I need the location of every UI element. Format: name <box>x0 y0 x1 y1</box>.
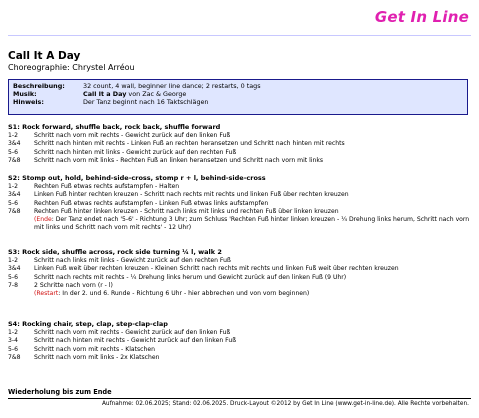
note-label-restart: (Restart <box>34 290 59 298</box>
step-count <box>8 216 34 233</box>
step-text: Schritt nach vorn mit rechts - Gewicht zurück auf den linken Fuß <box>34 132 231 139</box>
section-heading: S1: Rock forward, shuffle back, rock back, shuffle forward <box>8 123 221 131</box>
note-text: : Der Tanz endet nach '5-6' - Richtung 3 Uhr; zum Schluss 'Rechten Fuß hinter linken kreuzen - ¼ Drehung links herum, Schritt nach vorn mit links und Schritt nach vorn mit rechts' - 12 Uhr) <box>34 216 470 232</box>
step-text: Schritt nach hinten mit rechts - Gewicht zurück auf den linken Fuß <box>34 337 237 345</box>
step-text: Schritt nach rechts mit rechts - ¼ Drehung links herum und Gewicht zurück auf den linken Fuß (9 Uhr) <box>34 273 347 281</box>
step-text: Schritt nach hinten mit rechts - Linken Fuß an rechten heransetzen und Schritt nach hinten mit rechts <box>34 140 345 148</box>
music-title: Call It a Day <box>83 90 127 98</box>
info-value: 32 count, 4 wall, beginner line dance; 2 restarts, 0 tags <box>83 82 261 90</box>
step-count: 5-6 <box>8 199 18 207</box>
step-count: 7&8 <box>8 156 21 164</box>
step-row <box>8 346 473 354</box>
footer-divider <box>8 398 471 399</box>
section-heading: S3: Rock side, shuffle across, rock side turning ¼ l, walk 2 <box>8 248 222 256</box>
step-count: 7&8 <box>8 207 21 215</box>
step-row <box>8 132 473 140</box>
step-note <box>8 290 473 298</box>
info-label: Hinweis: <box>13 98 44 106</box>
step-row <box>8 149 473 157</box>
step-text: 2 Schritte nach vorn (r - l) <box>34 281 113 289</box>
info-row-musik <box>13 90 463 98</box>
music-artist: von Zac & George <box>126 90 187 98</box>
step-count: 7&8 <box>8 353 21 361</box>
step-row <box>8 200 473 208</box>
note-text: : In der 2. und 6. Runde - Richtung 6 Uhr - hier abbrechen und von vorn beginnen) <box>58 290 310 298</box>
header-divider <box>8 35 471 36</box>
step-row <box>8 354 473 362</box>
repeat-note: Wiederholung bis zum Ende <box>8 388 112 396</box>
step-text: Linken Fuß weit über rechten kreuzen - Kleinen Schritt nach rechts mit rechts und linken Fuß weit über rechten kreuzen <box>34 265 399 273</box>
step-text: Schritt nach hinten mit links - Gewicht zurück auf den rechten Fuß <box>34 148 237 156</box>
step-text: Schritt nach vorn mit links - Rechten Fuß an linken heransetzen und Schritt nach vorn mit links <box>34 156 324 164</box>
step-text: Rechten Fuß etwas rechts aufstampfen - Linken Fuß etwas links aufstampfen <box>34 199 269 207</box>
info-row-beschreibung <box>13 82 463 90</box>
step-count: 1-2 <box>8 183 18 190</box>
note-label-ende: (Ende <box>34 216 52 224</box>
section-heading: S2: Stomp out, hold, behind-side-cross, stomp r + l, behind-side-cross <box>8 174 266 182</box>
step-count: 3&4 <box>8 140 21 148</box>
step-text: Rechten Fuß hinter linken kreuzen - Schritt nach links mit links und rechten Fuß über linken kreuzen <box>34 207 339 215</box>
step-row <box>8 329 473 337</box>
info-row-hinweis <box>13 98 463 106</box>
info-value <box>83 90 463 98</box>
step-text: Schritt nach vorn mit rechts - Klatschen <box>34 345 156 353</box>
section-1 <box>8 122 473 165</box>
step-count: 3-4 <box>8 337 18 345</box>
section-heading: S4: Rocking chair, step, clap, step-clap-clap <box>8 320 168 328</box>
step-count: 3&4 <box>8 265 21 273</box>
step-count: 1-2 <box>8 132 18 139</box>
step-row <box>8 274 473 282</box>
info-label: Beschreibung: <box>13 82 65 90</box>
step-row <box>8 208 473 216</box>
step-row <box>8 337 473 345</box>
section-3 <box>8 247 473 298</box>
step-row <box>8 257 473 265</box>
step-text: Schritt nach links mit links - Gewicht zurück auf den rechten Fuß <box>34 257 231 264</box>
step-count: 5-6 <box>8 148 18 156</box>
choreographer: Choreographie: Chrystel Arréou <box>8 63 135 72</box>
section-2 <box>8 173 473 233</box>
step-row <box>8 140 473 148</box>
step-note <box>8 216 473 233</box>
info-value: Der Tanz beginnt nach 16 Taktschlägen <box>83 98 209 106</box>
step-count: 1-2 <box>8 257 18 264</box>
footer-text: Aufnahme: 02.06.2025; Stand: 02.06.2025. Druck-Layout ©2012 by Get In Line (www.get-in-line.de). Alle Rechte vorbehalten. <box>101 401 469 407</box>
step-text <box>34 290 473 298</box>
step-count: 3&4 <box>8 191 21 199</box>
step-row <box>8 183 473 191</box>
step-count: 5-6 <box>8 273 18 281</box>
info-label: Musik: <box>13 90 37 98</box>
step-text: Schritt nach vorn mit rechts - Gewicht zurück auf den linken Fuß <box>34 329 231 336</box>
step-row <box>8 282 473 290</box>
section-4 <box>8 319 473 362</box>
step-row <box>8 191 473 199</box>
step-text: Rechten Fuß etwas rechts aufstampfen - Halten <box>34 183 180 190</box>
step-count: 7-8 <box>8 281 18 289</box>
info-box <box>8 79 468 115</box>
step-count: 5-6 <box>8 345 18 353</box>
dance-title: Call It A Day <box>8 50 81 62</box>
step-text: Schritt nach vorn mit links - 2x Klatschen <box>34 353 160 361</box>
step-row <box>8 265 473 273</box>
step-text <box>34 216 473 233</box>
step-row <box>8 157 473 165</box>
step-count: 1-2 <box>8 329 18 336</box>
step-count <box>8 290 34 298</box>
brand-logo: Get In Line <box>374 8 469 26</box>
step-text: Linken Fuß hinter rechten kreuzen - Schritt nach rechts mit rechts und linken Fuß über rechten kreuzen <box>34 191 349 199</box>
